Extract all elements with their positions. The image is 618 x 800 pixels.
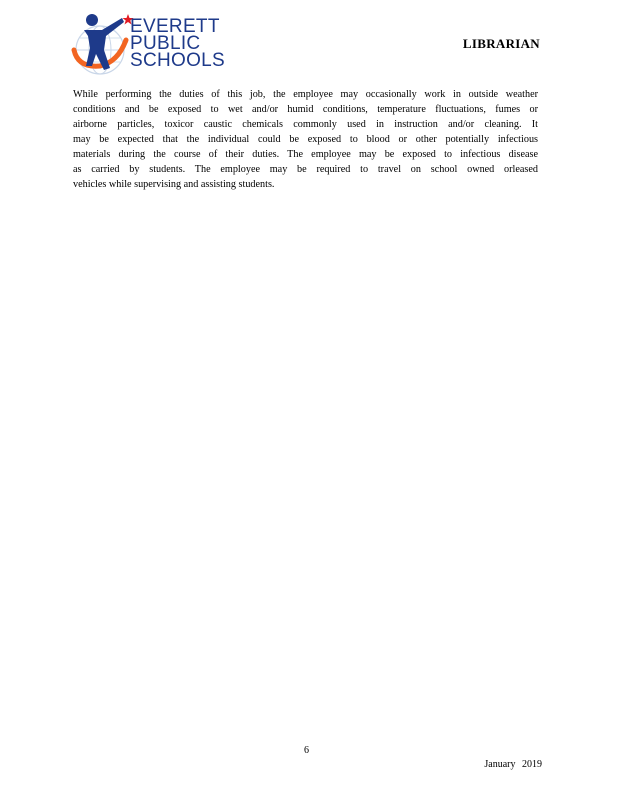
logo-wordmark [130, 18, 225, 69]
body-line: vehicles while supervising and assisting students. [73, 179, 275, 190]
logo-line-everett: EVERETT [130, 16, 220, 37]
body-paragraph [73, 87, 538, 192]
body-line: conditions and be exposed to wet and/or humid conditions, temperature fluctuations, fumes or [73, 104, 538, 115]
footer-date: January 2019 [484, 759, 542, 770]
body-line: airborne particles, toxicor caustic chemicals commonly used in instruction and/or cleaning. It [73, 119, 538, 130]
page-number: 6 [304, 745, 309, 756]
body-line: may be expected that the individual could be exposed to blood or other potentially infectious [73, 134, 538, 145]
body-line: as carried by students. The employee may be required to travel on school owned orleased [73, 164, 538, 175]
logo-line-public: PUBLIC [130, 33, 201, 54]
logo-figure-icon [70, 10, 134, 80]
document-title: LIBRARIAN [462, 36, 540, 51]
logo-line-schools: SCHOOLS [130, 50, 226, 71]
body-line: materials during the course of their duties. The employee may be exposed to infectious disease [73, 149, 538, 160]
everett-public-schools-logo [70, 10, 240, 80]
body-line: While performing the duties of this job, the employee may occasionally work in outside weather [73, 89, 538, 100]
